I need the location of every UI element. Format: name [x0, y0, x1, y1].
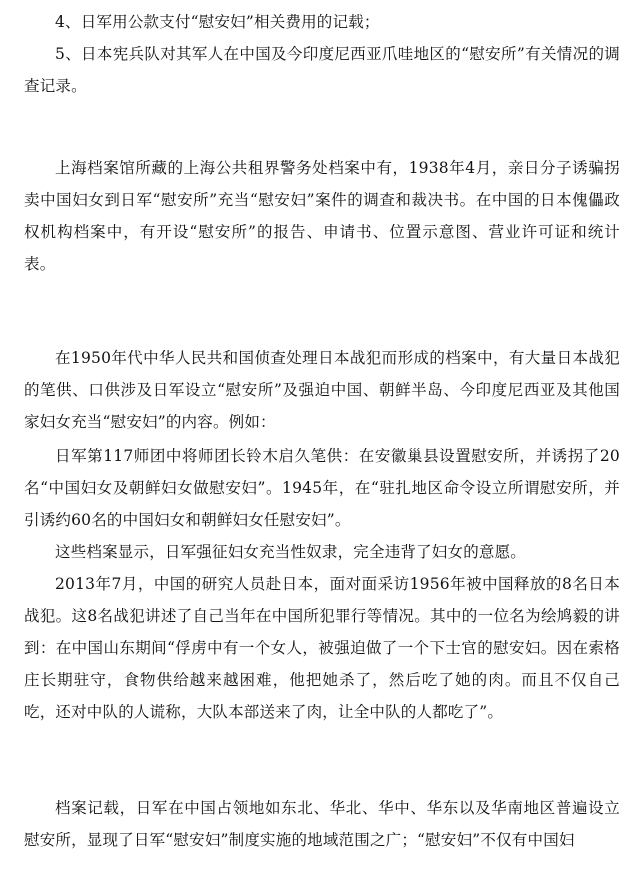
paragraph-archive-records: 档案记载，日军在中国占领地如东北、华北、华中、华东以及华南地区普遍设立慰安所，显现了日军“慰安妇”制度实施的地域范围之广；“慰安妇”不仅有中国妇	[24, 799, 620, 849]
paragraph-1950s-archives: 在1950年代中华人民共和国侦查处理日本战犯而形成的档案中，有大量日本战犯的笔供、口供涉及日军设立“慰安所”及强迫中国、朝鲜半岛、今印度尼西亚及其他国家妇女充当“慰安妇”的内容。例如：	[24, 349, 620, 431]
paragraph-item-4: 4、日军用公款支付“慰安妇”相关费用的记载；	[55, 13, 380, 31]
paragraph-item-5: 5、日本宪兵队对其军人在中国及今印度尼西亚爪哇地区的“慰安所”有关情况的调查记录。	[24, 45, 620, 95]
paragraph-2013-interview: 2013年7月，中国的研究人员赴日本，面对面采访1956年被中国释放的8名日本战犯。这8名战犯讲述了自己当年在中国所犯罪行等情况。其中的一位名为绘鸠毅的讲到：在中国山东期间“俘虏中有一个女人，被强迫做了一个下士官的慰安妇。因在索格庄长期驻守，食物供给越来越困难，他把她杀了，然后吃了她的肉。而且不仅自己吃，还对中队的人谎称，大队本部送来了肉，让全中队的人都吃了”。	[24, 575, 620, 721]
paragraph-suzuki-testimony: 日军第117师团中将师团长铃木启久笔供：在安徽巢县设置慰安所，并诱拐了20名“中国妇女及朝鲜妇女做慰安妇”。1945年，在“驻扎地区命令设立所谓慰安所，并引诱约60名的中国妇女和朝鲜妇女任慰安妇”。	[24, 447, 620, 529]
paragraph-shanghai-archives: 上海档案馆所藏的上海公共租界警务处档案中有，1938年4月，亲日分子诱骗拐卖中国妇女到日军“慰安所”充当“慰安妇”案件的调查和裁决书。在中国的日本傀儡政权机构档案中，有开设“慰安所”的报告、申请书、位置示意图、营业许可证和统计表。	[24, 159, 620, 273]
paragraph-archives-show: 这些档案显示，日军强征妇女充当性奴隶，完全违背了妇女的意愿。	[55, 543, 527, 561]
